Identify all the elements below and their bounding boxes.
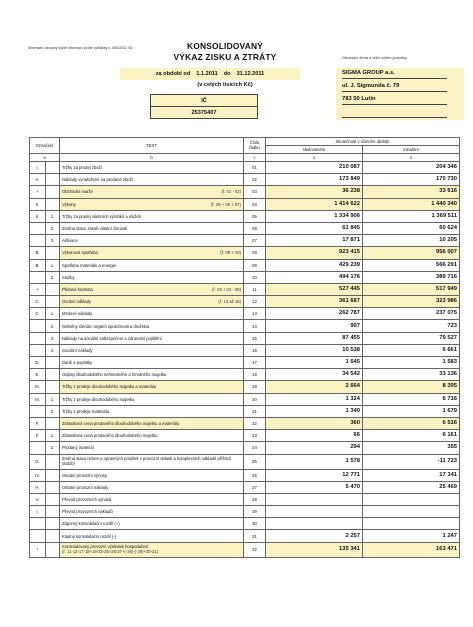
row-value-current: 1 324: [266, 393, 363, 405]
row-subindex: 2.: [46, 271, 60, 283]
firm-street: ul. J. Sigmunda č. 79: [342, 81, 447, 92]
row-value-current: 1 340: [266, 405, 363, 417]
row-value-previous: 517 949: [363, 283, 460, 295]
row-value-previous: 6 516: [363, 417, 460, 429]
row-value-previous: [363, 518, 460, 530]
index-1: 1: [266, 154, 363, 162]
row-number: 03: [244, 186, 266, 198]
row-number: 02: [244, 174, 266, 186]
row-subindex: 2.: [46, 222, 60, 234]
row-value-current: 361 687: [266, 296, 363, 308]
firm-label: Obchodní firma a sídlo účetní jednotky: [342, 56, 407, 60]
row-label: Ostatní provozní náklady: [62, 484, 109, 490]
table-row: [30, 174, 460, 186]
row-value-current: 12 771: [266, 469, 363, 481]
row-text: [60, 210, 244, 222]
row-number: 32: [244, 542, 266, 557]
row-text: [60, 332, 244, 344]
row-label: Osobní náklady: [62, 299, 92, 305]
row-value-previous: 204 346: [363, 162, 460, 174]
period-to-label: do: [223, 71, 231, 77]
row-oznaceni: II.: [30, 210, 46, 222]
row-value-current: 87 455: [266, 332, 363, 344]
table-row: [30, 162, 460, 174]
row-value-previous: -11 723: [363, 454, 460, 469]
table-row: [30, 381, 460, 393]
row-label: Daně a poplatky: [62, 360, 93, 366]
period-to: 31.12.2011: [236, 71, 265, 77]
row-number: 26: [244, 469, 266, 481]
row-number: 29: [244, 506, 266, 518]
row-text: [60, 493, 244, 505]
table-row: [30, 542, 460, 557]
row-label: Výkony: [62, 201, 76, 207]
table-row: [30, 442, 460, 454]
row-oznaceni: [30, 332, 46, 344]
row-label: Zůstatková cena prodaného dlouhodobého majetku: [62, 433, 158, 439]
row-label: Ostatní provozní výnosy: [62, 472, 107, 478]
row-value-previous: 10 205: [363, 235, 460, 247]
table-row: [30, 283, 460, 295]
row-subindex: 2.: [46, 405, 60, 417]
firm-name: SIGMA GROUP a.s.: [342, 68, 447, 79]
row-oznaceni: [30, 344, 46, 356]
row-text: [60, 235, 244, 247]
ico-label: IČ: [151, 95, 257, 107]
row-oznaceni: I.: [30, 506, 46, 518]
table-row: [30, 357, 460, 369]
row-value-current: 527 445: [266, 283, 363, 295]
row-subindex: [46, 530, 60, 542]
table-row: [30, 271, 460, 283]
row-text: [60, 405, 244, 417]
row-subindex: 1.: [46, 430, 60, 442]
row-subindex: [46, 162, 60, 174]
row-text: [60, 162, 244, 174]
row-subindex: [46, 369, 60, 381]
row-label: Mzdové náklady: [62, 311, 93, 317]
row-subindex: 3.: [46, 332, 60, 344]
row-subindex: [46, 454, 60, 469]
row-number: 14: [244, 320, 266, 332]
row-label: Převod provozních nákladů: [62, 509, 113, 515]
row-value-previous: 1 369 511: [363, 210, 460, 222]
row-value-current: 1 334 906: [266, 210, 363, 222]
units-note: (v celých tisících Kč): [197, 82, 253, 88]
row-number: 07: [244, 235, 266, 247]
row-oznaceni: +: [30, 283, 46, 295]
row-value-current: [266, 518, 363, 530]
row-value-previous: 6 661: [363, 344, 460, 356]
row-number: 10: [244, 271, 266, 283]
row-subindex: [46, 198, 60, 210]
row-number: 27: [244, 481, 266, 493]
row-label: Záporný konsolidační rozdíl (+): [62, 521, 120, 527]
row-label: Služby: [62, 274, 75, 280]
row-number: 12: [244, 296, 266, 308]
row-value-previous: 163 471: [363, 542, 460, 557]
row-formula: (ř. 11-12-17-18+19-22-25+26-27+(-28)-(-29)+30-31): [62, 548, 159, 554]
row-subindex: 1.: [46, 259, 60, 271]
row-value-previous: 60 624: [363, 222, 460, 234]
row-oznaceni: [30, 518, 46, 530]
row-label: Obchodní marže: [62, 189, 93, 195]
row-text: [60, 198, 244, 210]
row-label: Změna stavu zásob vlastní činnosti: [62, 226, 128, 232]
row-value-current: 923 415: [266, 247, 363, 259]
row-number: 15: [244, 332, 266, 344]
ico-box: [150, 94, 258, 119]
table-row: [30, 320, 460, 332]
firm-city: 783 50 Lutín: [342, 94, 447, 105]
row-value-current: [266, 506, 363, 518]
row-number: 17: [244, 357, 266, 369]
table-row: [30, 469, 460, 481]
index-2: 2: [363, 154, 460, 162]
row-value-current: 10 538: [266, 344, 363, 356]
row-value-previous: 79 527: [363, 332, 460, 344]
row-number: 08: [244, 247, 266, 259]
row-value-current: 135 341: [266, 542, 363, 557]
row-formula: (ř. 09 + 10): [220, 250, 241, 256]
table-row: [30, 417, 460, 429]
row-label: Tržby z prodeje materiálu: [62, 408, 110, 414]
row-value-previous: 389 716: [363, 271, 460, 283]
row-text: [60, 186, 244, 198]
row-oznaceni: A.: [30, 174, 46, 186]
row-text: [60, 393, 244, 405]
table-row: [30, 198, 460, 210]
row-subindex: [46, 518, 60, 530]
row-label: Aktivace: [62, 238, 78, 244]
row-value-previous: 6 716: [363, 393, 460, 405]
row-value-current: 429 239: [266, 259, 363, 271]
header-skutecnost: Skutečnost v účetním období: [266, 138, 460, 146]
row-value-current: 210 087: [266, 162, 363, 174]
row-value-current: 1 414 622: [266, 198, 363, 210]
row-oznaceni: B.: [30, 259, 46, 271]
row-oznaceni: [30, 405, 46, 417]
row-value-current: 262 787: [266, 308, 363, 320]
row-subindex: [46, 186, 60, 198]
report-title-line1: KONSOLIDOVANÝ: [187, 41, 263, 51]
header-cislo: Číslo řádku: [244, 138, 266, 154]
row-oznaceni: [30, 235, 46, 247]
row-subindex: 1.: [46, 393, 60, 405]
row-oznaceni: V.: [30, 493, 46, 505]
row-text: [60, 417, 244, 429]
row-value-previous: 8 395: [363, 381, 460, 393]
row-number: 04: [244, 198, 266, 210]
row-text: [60, 442, 244, 454]
period-from: 1.1.2011: [196, 71, 218, 77]
row-value-previous: 6 161: [363, 430, 460, 442]
table-row: [30, 405, 460, 417]
row-text: [60, 259, 244, 271]
row-value-previous: 17 341: [363, 469, 460, 481]
row-value-current: 2 664: [266, 381, 363, 393]
row-formula: (ř. 03 + 04 - 08): [212, 286, 241, 292]
report-title-line2: VÝKAZ ZISKU A ZTRÁTY: [173, 52, 277, 62]
row-label: Změna stavu rezerv a opravných položek v provozní oblasti a komplexních nákladů příštích období: [62, 455, 232, 466]
row-oznaceni: H.: [30, 481, 46, 493]
row-value-previous: [363, 506, 460, 518]
row-number: 19: [244, 381, 266, 393]
row-oznaceni: I.: [30, 162, 46, 174]
row-subindex: 2.: [46, 320, 60, 332]
row-value-current: [266, 493, 363, 505]
ico-value: 25375407: [191, 110, 217, 116]
row-value-previous: 33 616: [363, 186, 460, 198]
table-row: [30, 296, 460, 308]
row-oznaceni: F.: [30, 417, 46, 429]
row-oznaceni: G.: [30, 454, 46, 469]
row-value-previous: 33 136: [363, 369, 460, 381]
row-subindex: [46, 481, 60, 493]
row-label: Zůstatková cena prodaného dlouhodobého majetku a materiálu: [62, 421, 180, 427]
row-number: 11: [244, 283, 266, 295]
row-text: [60, 296, 244, 308]
header-oznaceni: Označení: [30, 138, 60, 154]
table-header-row: [30, 138, 460, 146]
table-row: [30, 308, 460, 320]
row-label: Tržby z prodeje dlouhodobého majetku a materiálu: [62, 384, 157, 390]
row-text: [60, 308, 244, 320]
table-row: [30, 222, 460, 234]
row-value-current: 34 542: [266, 369, 363, 381]
row-text: [60, 454, 244, 469]
row-value-previous: [363, 493, 460, 505]
row-oznaceni: IV.: [30, 469, 46, 481]
row-label: Tržby z prodeje dlouhodobého majetku: [62, 396, 135, 402]
row-oznaceni: [30, 442, 46, 454]
row-label: Odpisy dlouhodobého nehmotného a hmotného majetku: [62, 372, 167, 378]
row-value-current: 61 845: [266, 222, 363, 234]
row-oznaceni: II.: [30, 198, 46, 210]
row-label: Sociální náklady: [62, 347, 93, 353]
row-text: [60, 542, 244, 557]
row-value-current: 2 257: [266, 530, 363, 542]
table-row: [30, 369, 460, 381]
row-label: Tržby za prodej zboží: [62, 165, 102, 171]
row-number: 21: [244, 405, 266, 417]
row-text: [60, 506, 244, 518]
row-label: Odměny členům orgánů společnosti a družstva: [62, 323, 150, 329]
row-text: [60, 530, 244, 542]
row-text: [60, 518, 244, 530]
row-label: Výkonová spotřeba: [62, 250, 98, 256]
row-oznaceni: F.: [30, 430, 46, 442]
row-subindex: 4.: [46, 344, 60, 356]
row-oznaceni: C.: [30, 296, 46, 308]
row-text: [60, 381, 244, 393]
row-label: Náklady vynaložené na prodané zboží: [62, 177, 134, 183]
row-oznaceni: [30, 271, 46, 283]
legal-note: Minimální závazný výčet informací podle vyhlášky č. 500/2002 Sb.: [28, 46, 134, 50]
row-value-current: 360: [266, 417, 363, 429]
table-row: [30, 247, 460, 259]
row-subindex: [46, 506, 60, 518]
row-text: [60, 247, 244, 259]
header-minulem: minulém: [363, 146, 460, 154]
row-number: 06: [244, 222, 266, 234]
row-label: Konsolidovaný provozní výsledek hospodaření: [62, 544, 149, 550]
index-c: c: [244, 154, 266, 162]
table-row: [30, 332, 460, 344]
row-value-previous: 723: [363, 320, 460, 332]
table-row: [30, 393, 460, 405]
row-formula: (ř. 13 až 16): [218, 299, 241, 305]
row-text: [60, 271, 244, 283]
row-number: 23: [244, 430, 266, 442]
row-subindex: 1.: [46, 210, 60, 222]
row-text: [60, 344, 244, 356]
table-row: [30, 481, 460, 493]
table-row: [30, 430, 460, 442]
row-number: 28: [244, 493, 266, 505]
table-row: [30, 235, 460, 247]
row-number: 30: [244, 518, 266, 530]
row-label: Tržby za prodej vlastních výrobků a služeb: [62, 213, 141, 219]
row-text: [60, 481, 244, 493]
table-row: [30, 186, 460, 198]
row-value-current: 17 871: [266, 235, 363, 247]
row-subindex: [46, 357, 60, 369]
table-row: [30, 210, 460, 222]
row-value-current: 494 176: [266, 271, 363, 283]
row-subindex: [46, 296, 60, 308]
row-subindex: 2.: [46, 442, 60, 454]
row-value-current: 294: [266, 442, 363, 454]
row-oznaceni: E.: [30, 369, 46, 381]
row-value-current: 1 645: [266, 357, 363, 369]
row-number: 16: [244, 344, 266, 356]
row-value-previous: 170 730: [363, 174, 460, 186]
row-formula: (ř. 01 - 02): [221, 189, 241, 195]
row-subindex: [46, 417, 60, 429]
firm-empty-line: [342, 107, 447, 118]
row-subindex: 3.: [46, 235, 60, 247]
row-value-current: 1 578: [266, 454, 363, 469]
row-number: 22: [244, 417, 266, 429]
row-value-current: 5 470: [266, 481, 363, 493]
row-oznaceni: B.: [30, 247, 46, 259]
row-value-current: 173 849: [266, 174, 363, 186]
row-subindex: [46, 283, 60, 295]
row-text: [60, 222, 244, 234]
row-oznaceni: III.: [30, 381, 46, 393]
row-number: 24: [244, 442, 266, 454]
row-value-previous: 355: [363, 442, 460, 454]
row-subindex: [46, 174, 60, 186]
header-text: TEXT: [60, 138, 244, 154]
row-number: 05: [244, 210, 266, 222]
row-label: Kladný konsolidační rozdíl (-): [62, 533, 116, 539]
row-number: 20: [244, 393, 266, 405]
row-number: 13: [244, 308, 266, 320]
row-value-previous: 566 291: [363, 259, 460, 271]
row-subindex: 1.: [46, 308, 60, 320]
row-oznaceni: [30, 320, 46, 332]
row-text: [60, 320, 244, 332]
row-formula: (ř. 05 + 06 + 07): [210, 201, 241, 207]
row-subindex: [46, 381, 60, 393]
row-text: [60, 283, 244, 295]
row-oznaceni: *: [30, 542, 46, 557]
table-index-row: [30, 154, 460, 162]
row-value-previous: 956 007: [363, 247, 460, 259]
row-label: Prodaný materiál: [62, 445, 94, 451]
row-number: 09: [244, 259, 266, 271]
row-value-previous: 1 583: [363, 357, 460, 369]
period-row: [120, 68, 300, 80]
row-number: 25: [244, 454, 266, 469]
table-row: [30, 506, 460, 518]
row-oznaceni: +: [30, 186, 46, 198]
index-a: a: [30, 154, 60, 162]
row-value-previous: 237 075: [363, 308, 460, 320]
row-value-previous: 323 986: [363, 296, 460, 308]
period-label: za období od: [155, 71, 191, 77]
table-row: [30, 259, 460, 271]
row-oznaceni: D.: [30, 357, 46, 369]
row-value-previous: 1 440 340: [363, 198, 460, 210]
row-subindex: [46, 469, 60, 481]
statement-table: [29, 137, 460, 558]
table-row: [30, 518, 460, 530]
table-row: [30, 530, 460, 542]
row-label: Přidaná hodnota: [62, 286, 93, 292]
table-row: [30, 344, 460, 356]
row-value-previous: 1 247: [363, 530, 460, 542]
row-value-current: 66: [266, 430, 363, 442]
row-value-current: 907: [266, 320, 363, 332]
row-value-current: 36 238: [266, 186, 363, 198]
row-label: Náklady na sociální zabezpečení a zdravotní pojištění: [62, 335, 162, 341]
row-subindex: [46, 493, 60, 505]
row-text: [60, 430, 244, 442]
row-oznaceni: [30, 222, 46, 234]
table-row: [30, 493, 460, 505]
row-number: 31: [244, 530, 266, 542]
row-label: Převod provozních výnosů: [62, 496, 112, 502]
row-text: [60, 357, 244, 369]
index-b: b: [60, 154, 244, 162]
row-subindex: [46, 542, 60, 557]
row-label: Spotřeba materiálu a energie: [62, 262, 117, 268]
row-number: 01: [244, 162, 266, 174]
row-value-previous: 25 469: [363, 481, 460, 493]
row-subindex: [46, 247, 60, 259]
row-value-previous: 1 679: [363, 405, 460, 417]
row-oznaceni: III.: [30, 393, 46, 405]
table-row: [30, 454, 460, 469]
header-sledovane: sledovaném: [266, 146, 363, 154]
row-text: [60, 469, 244, 481]
row-text: [60, 369, 244, 381]
row-oznaceni: [30, 530, 46, 542]
row-oznaceni: C.: [30, 308, 46, 320]
row-number: 18: [244, 369, 266, 381]
row-text: [60, 174, 244, 186]
